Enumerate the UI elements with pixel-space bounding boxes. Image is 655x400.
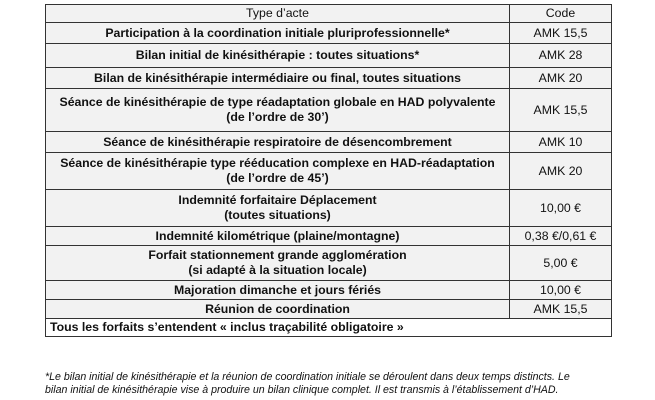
table-row	[46, 44, 612, 68]
table-row	[46, 281, 612, 300]
act-cell	[46, 153, 510, 190]
act-cell: Bilan de kinésithérapie intermédiaire ou final, toutes situations	[46, 68, 510, 89]
act-line: (si adapté à la situation locale)	[188, 263, 367, 277]
code-cell: 10,00 €	[510, 190, 612, 227]
code-cell: AMK 15,5	[510, 23, 612, 44]
code-cell: 5,00 €	[510, 246, 612, 281]
footnote-line: *Le bilan initial de kinésithérapie et la réunion de coordination initiale se déroulent dans deux temps distincts. Le	[45, 371, 570, 383]
table-header-row	[46, 5, 612, 23]
code-cell: 0,38 €/0,61 €	[510, 227, 612, 246]
act-cell: Participation à la coordination initiale pluriprofessionnelle*	[46, 23, 510, 44]
code-cell: AMK 28	[510, 44, 612, 68]
header-type: Type d’acte	[46, 5, 510, 23]
table-row	[46, 89, 612, 132]
code-cell: 10,00 €	[510, 281, 612, 300]
act-cell: Réunion de coordination	[46, 300, 510, 319]
table-footer-row	[46, 319, 612, 337]
table-row	[46, 190, 612, 227]
code-cell: AMK 15,5	[510, 89, 612, 132]
table-row	[46, 227, 612, 246]
table-row	[46, 153, 612, 190]
table-row	[46, 68, 612, 89]
act-cell: Indemnité kilométrique (plaine/montagne)	[46, 227, 510, 246]
table-row	[46, 300, 612, 319]
act-line: (de l’ordre de 30’)	[226, 110, 329, 124]
table-row	[46, 246, 612, 281]
act-line: Séance de kinésithérapie de type réadaptation globale en HAD polyvalente	[59, 95, 496, 109]
act-cell	[46, 89, 510, 132]
code-cell: AMK 10	[510, 132, 612, 153]
header-code: Code	[510, 5, 612, 23]
act-cell: Bilan initial de kinésithérapie : toutes situations*	[46, 44, 510, 68]
act-cell: Majoration dimanche et jours fériés	[46, 281, 510, 300]
code-cell: AMK 20	[510, 68, 612, 89]
acts-table	[45, 4, 612, 337]
table-footer-note: Tous les forfaits s’entendent « inclus traçabilité obligatoire »	[46, 319, 612, 337]
act-line: Séance de kinésithérapie type rééducation complexe en HAD-réadaptation	[60, 156, 495, 170]
act-cell	[46, 190, 510, 227]
act-line: Indemnité forfaitaire Déplacement	[178, 193, 377, 207]
act-cell	[46, 246, 510, 281]
table-row	[46, 23, 612, 44]
act-cell: Séance de kinésithérapie respiratoire de désencombrement	[46, 132, 510, 153]
footnote	[45, 371, 615, 397]
code-cell: AMK 15,5	[510, 300, 612, 319]
act-line: (toutes situations)	[224, 208, 331, 222]
act-line: (de l’ordre de 45’)	[226, 171, 329, 185]
footnote-line: bilan initial de kinésithérapie vise à produire un bilan clinique complet. Il est transmis à l’établissement d’HAD.	[45, 384, 559, 396]
table-row	[46, 132, 612, 153]
act-line: Forfait stationnement grande agglomération	[148, 248, 407, 262]
code-cell: AMK 20	[510, 153, 612, 190]
